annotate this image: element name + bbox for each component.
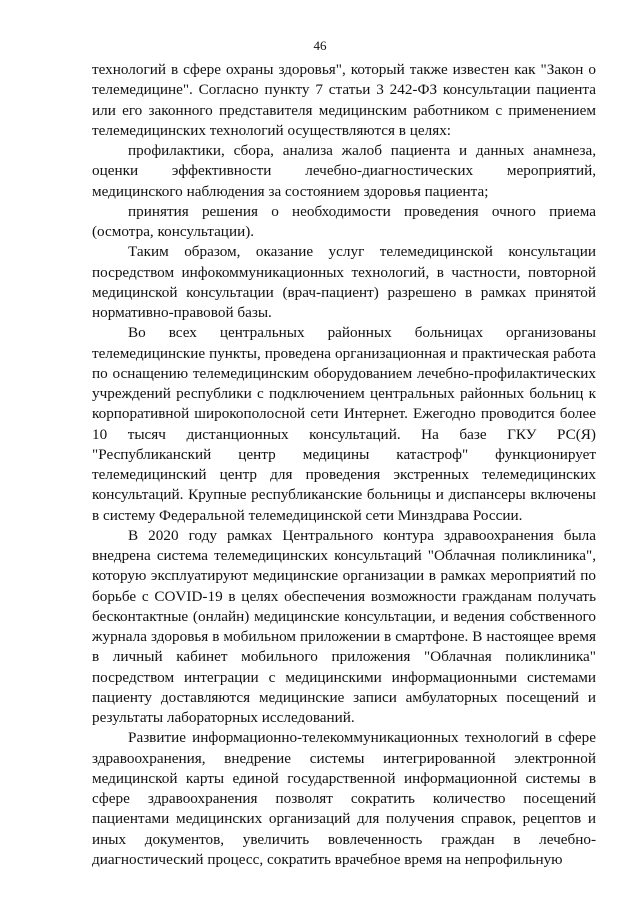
paragraph: принятия решения о необходимости проведения очного приема (осмотра, консультации). [92,202,596,240]
paragraph: Во всех центральных районных больницах организованы телемедицинские пункты, проведена организационная и практическая работа по оснащению телемедицинским оборудованием лечебно-профилактических учреждений республики с подключением центральных районных больниц к корпоративной широкополосной сети Интернет. Ежегодно проводится более 10 тысяч дистанционных консультаций. На базе ГКУ РС(Я) "Республиканский центр медицины катастроф" функционирует телемедицинский центр для проведения экстренных телемедицинских консультаций. Крупные республиканские больницы и диспансеры включены в систему Федеральной телемедицинской сети Минздрава России. [92,324,596,524]
paragraph: технологий в сфере охраны здоровья", который также известен как "Закон о телемедицине". Согласно пункту 7 статьи 3 242-ФЗ консультации пациента или его законного представителя медицинским работником с применением телемедицинских технологий осуществляются в целях: [92,61,596,139]
paragraph: Развитие информационно-телекоммуникационных технологий в сфере здравоохранения, внедрение системы интегрированной электронной медицинской карты единой государственной информационной системы в сфере здравоохранения позволят сократить количество посещений пациентами медицинских организаций для получения справок, рецептов и иных документов, увеличить вовлеченность граждан в лечебно-диагностический процесс, сократить врачебное время на непрофильную [92,729,596,868]
document-body [92,60,596,870]
paragraph: профилактики, сбора, анализа жалоб пациента и данных анамнеза, оценки эффективности лечебно-диагностических мероприятий, медицинского наблюдения за состоянием здоровья пациента; [92,142,596,200]
paragraph: Таким образом, оказание услуг телемедицинской консультации посредством инфокоммуникационных технологий, в частности, повторной медицинской консультации (врач-пациент) разрешено в рамках принятой нормативно-правовой базы. [92,243,596,321]
page-number: 46 [313,38,327,53]
paragraph: В 2020 году рамках Центрального контура здравоохранения была внедрена система телемедицинских консультаций "Облачная поликлиника", которую эксплуатируют медицинские организации в рамках мероприятий по борьбе с COVID-19 в целях обеспечения возможности гражданам получать бесконтактные (онлайн) медицинские консультации, и ведения собственного журнала здоровья в мобильном приложении в смартфоне. В настоящее время в личный кабинет мобильного приложения "Облачная поликлиника" посредством интеграции с медицинскими информационными системами пациенту доставляются медицинские записи амбулаторных посещений и результаты лабораторных исследований. [92,526,596,726]
